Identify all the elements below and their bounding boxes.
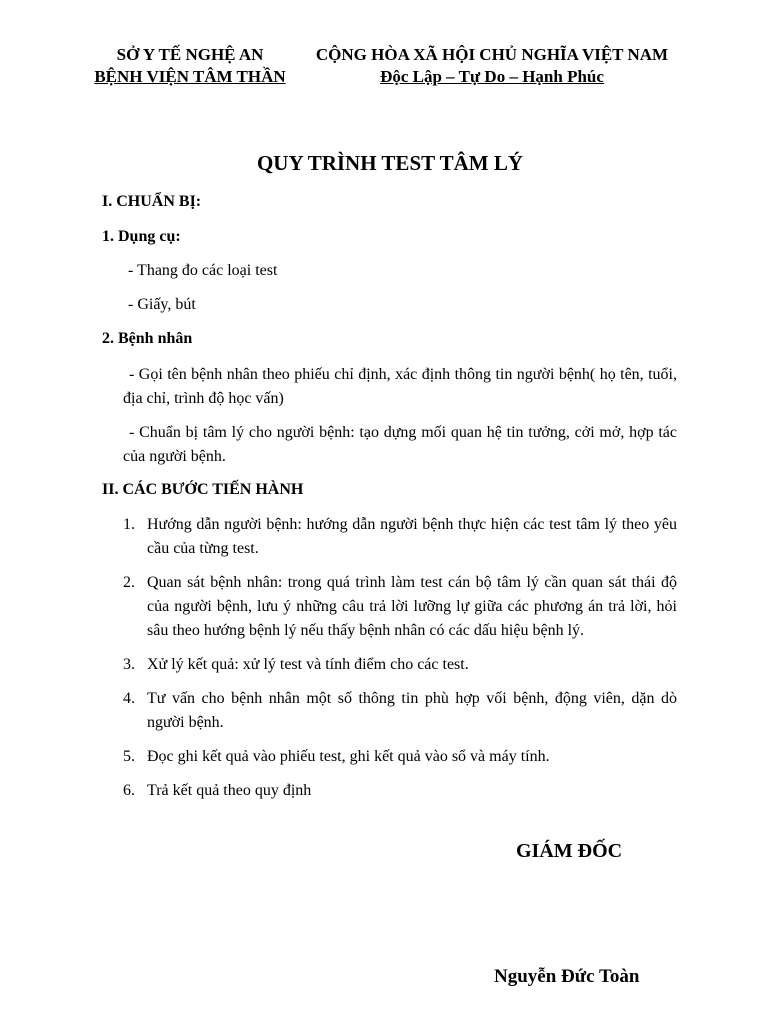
step-text: Trả kết quả theo quy định — [147, 782, 312, 799]
document-title: QUY TRÌNH TEST TÂM LÝ — [256, 151, 524, 175]
steps-list — [123, 513, 677, 813]
step-number: 5. — [123, 748, 135, 765]
step-number: 6. — [123, 782, 135, 799]
signature-role: GIÁM ĐỐC — [516, 840, 623, 862]
step-text: Quan sát bệnh nhân: trong quá trình làm test cán bộ tâm lý cần quan sát thái độ của người bệnh, lưu ý những câu trả lời lưỡng lự giữa các phương án trả lời, hỏi sâu theo hướng bệnh lý nếu thấy bệnh nhân có các dấu hiệu bệnh lý. — [147, 574, 677, 639]
signature-name: Nguyễn Đức Toàn — [494, 966, 640, 987]
section-2-heading: II. CÁC BƯỚC TIẾN HÀNH — [102, 481, 304, 498]
step-number: 2. — [123, 574, 135, 591]
section-1-heading: I. CHUẨN BỊ: — [102, 193, 202, 210]
ministry-name: SỞ Y TẾ NGHỆ AN — [116, 45, 264, 64]
list-item — [123, 779, 677, 803]
list-item — [123, 653, 677, 677]
step-number: 3. — [123, 656, 135, 673]
patient-item — [123, 363, 677, 411]
patient-item — [123, 421, 677, 469]
step-text: Hướng dẫn người bệnh: hướng dẫn người bệnh thực hiện các test tâm lý theo yêu cầu của từng test. — [147, 516, 677, 557]
national-motto: Độc Lập – Tự Do – Hạnh Phúc — [380, 67, 604, 86]
subsection-patient-heading: 2. Bệnh nhân — [102, 330, 193, 347]
list-item — [123, 745, 677, 769]
step-text: Xử lý kết quả: xử lý test và tính điểm cho các test. — [147, 656, 469, 673]
patient-item-text: - Gọi tên bệnh nhân theo phiếu chỉ định, xác định thông tin người bệnh( họ tên, tuổi, địa chỉ, trình độ học vấn) — [123, 366, 677, 407]
list-item — [123, 687, 677, 735]
tools-item: - Thang đo các loại test — [128, 262, 278, 279]
header-right — [300, 44, 684, 88]
hospital-name: BỆNH VIỆN TÂM THẦN — [94, 67, 286, 86]
tools-item: - Giấy, bút — [128, 296, 196, 313]
subsection-tools-heading: 1. Dụng cụ: — [102, 228, 181, 245]
step-text: Tư vấn cho bệnh nhân một số thông tin phù hợp vối bệnh, động viên, dặn dò người bệnh. — [147, 690, 677, 731]
list-item — [123, 513, 677, 561]
step-number: 4. — [123, 690, 135, 707]
step-text: Đọc ghi kết quả vào phiếu test, ghi kết quả vào sổ và máy tính. — [147, 748, 550, 765]
header-left — [80, 44, 300, 88]
patient-item-text: - Chuẩn bị tâm lý cho người bệnh: tạo dựng mối quan hệ tin tưởng, cởi mở, hợp tác của người bệnh. — [123, 424, 677, 465]
list-item — [123, 571, 677, 643]
step-number: 1. — [123, 516, 135, 533]
national-title: CỘNG HÒA XÃ HỘI CHỦ NGHĨA VIỆT NAM — [315, 45, 669, 64]
